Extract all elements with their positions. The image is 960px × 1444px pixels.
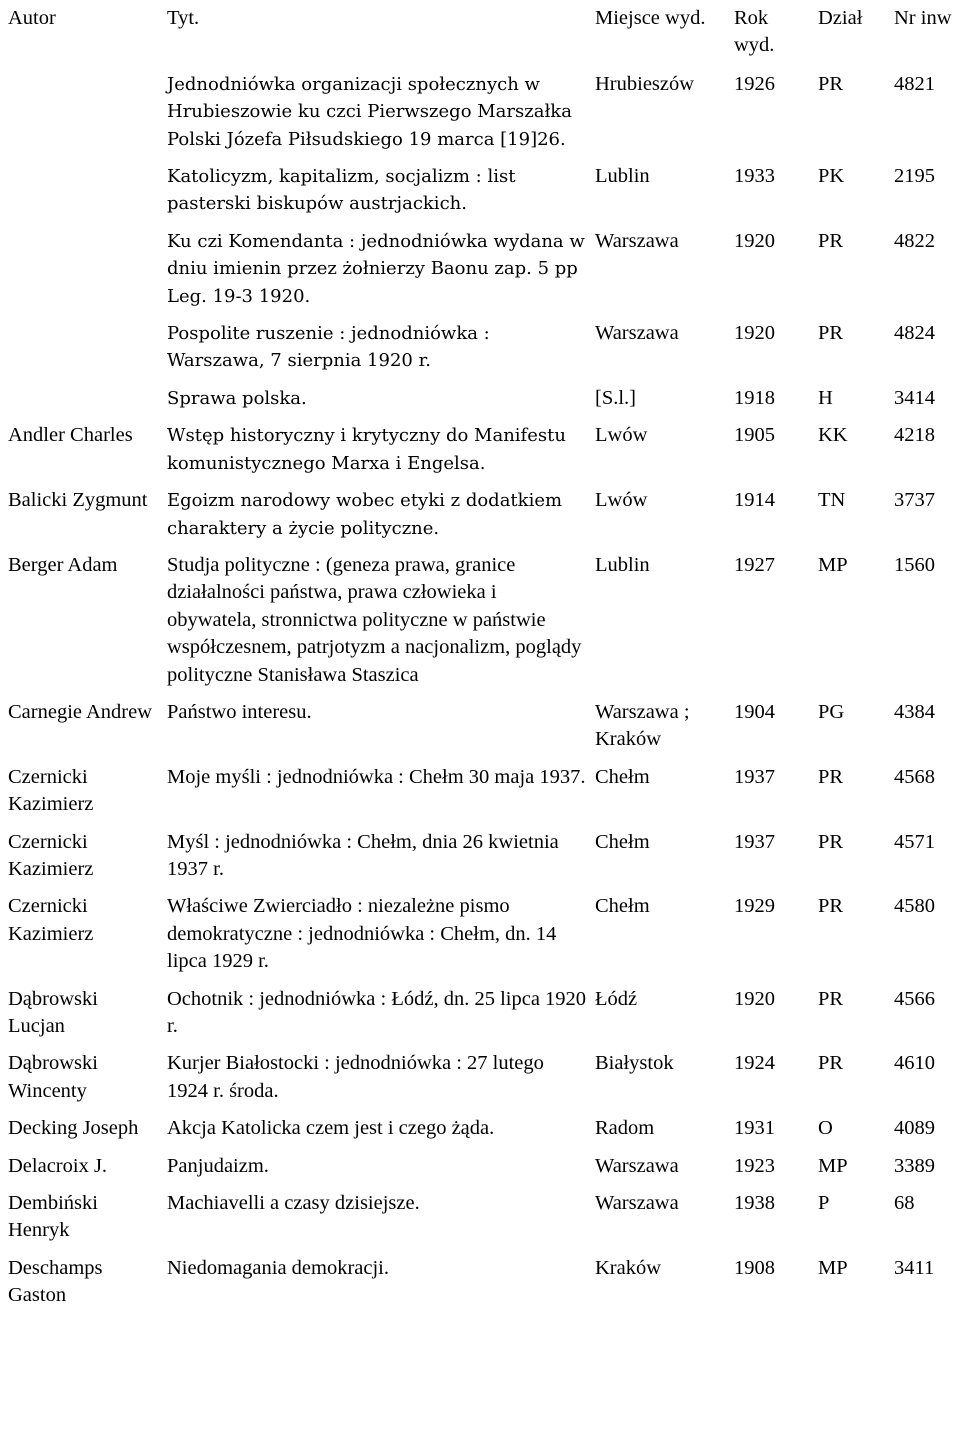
table-row	[0, 320, 960, 385]
inv-cell: 4566	[894, 987, 935, 1010]
table-row	[0, 1190, 960, 1255]
inv-cell: 4384	[894, 700, 935, 723]
year-cell: 1918	[734, 386, 775, 409]
place-cell: Chełm	[595, 895, 650, 918]
author-cell: Dąbrowski Wincenty	[8, 1052, 98, 1102]
author-cell: Czernicki Kazimierz	[8, 830, 94, 880]
title-cell: Myśl : jednodniówka : Chełm, dnia 26 kwietnia 1937 r.	[167, 830, 559, 880]
inv-cell: 3411	[894, 1256, 935, 1279]
year-cell: 1923	[734, 1154, 775, 1177]
title-cell: Niedomagania demokracji.	[167, 1256, 389, 1279]
table-row	[0, 552, 960, 699]
table-row	[0, 986, 960, 1051]
table-row	[0, 385, 960, 422]
author-cell	[0, 320, 159, 385]
author-cell: Carnegie Andrew	[8, 700, 153, 723]
year-cell: 1937	[734, 765, 775, 788]
table-row	[0, 1050, 960, 1115]
place-cell: Warszawa	[595, 229, 679, 252]
title-cell: Studja polityczne : (geneza prawa, granice działalności państwa, prawa człowieka i obywatela, stronnictwa polityczne w państwie współczesnem, patrjotyzm a nacjonalizm, poglądy polityczne Stanisława Staszica	[167, 553, 582, 686]
author-cell: Deschamps Gaston	[8, 1256, 103, 1307]
title-cell: Państwo interesu.	[167, 700, 312, 723]
header-year: Rok wyd.	[734, 7, 775, 57]
place-cell: Chełm	[595, 765, 650, 788]
title-cell: Akcja Katolicka czem jest i czego żąda.	[167, 1117, 495, 1140]
header-dept: Dział	[818, 7, 863, 29]
title-cell: Sprawa polska.	[167, 387, 307, 409]
title-cell: Ku czi Komendanta : jednodniówka wydana w dniu imienin przez żołnierzy Baonu zap. 5 pp Leg. 19-3 1920.	[167, 230, 585, 307]
title-cell: Egoizm narodowy wobec etyki z dodatkiem charaktery a życie polityczne.	[167, 490, 563, 539]
title-cell: Właściwe Zwierciadło : niezależne pismo demokratyczne : jednodniówka : Chełm, dn. 14 lipca 1929 r.	[167, 895, 557, 973]
dept-cell: PR	[818, 322, 844, 345]
title-cell: Katolicyzm, kapitalizm, socjalizm : list pasterski biskupów austrjackich.	[167, 166, 516, 215]
place-cell: Białystok	[595, 1052, 674, 1075]
dept-cell: H	[818, 386, 833, 409]
dept-cell: PR	[818, 895, 844, 918]
title-cell: Moje myśli : jednodniówka : Chełm 30 maja 1937.	[167, 765, 586, 788]
author-cell: Balicki Zygmunt	[8, 489, 148, 512]
dept-cell: PR	[818, 987, 844, 1010]
dept-cell: KK	[818, 424, 848, 447]
author-cell: Dąbrowski Lucjan	[8, 987, 98, 1037]
table-row	[0, 829, 960, 894]
dept-cell: O	[818, 1117, 833, 1140]
header-inv: Nr inw	[894, 7, 952, 29]
place-cell: Warszawa	[595, 322, 679, 345]
table-row	[0, 1255, 960, 1310]
author-cell	[0, 385, 159, 422]
place-cell: [S.l.]	[595, 386, 636, 409]
dept-cell: TN	[818, 489, 846, 512]
table-header-row	[0, 5, 960, 71]
place-cell: Warszawa	[595, 1154, 679, 1177]
year-cell: 1938	[734, 1192, 775, 1215]
dept-cell: P	[818, 1192, 830, 1215]
inv-cell: 4821	[894, 72, 935, 95]
place-cell: Hrubieszów	[595, 72, 695, 95]
inv-cell: 4568	[894, 765, 935, 788]
dept-cell: PR	[818, 1052, 844, 1075]
place-cell: Lwów	[595, 424, 648, 447]
place-cell: Radom	[595, 1117, 655, 1140]
table-row	[0, 487, 960, 552]
table-row	[0, 71, 960, 163]
header-author: Autor	[8, 7, 56, 29]
inv-cell: 4580	[894, 895, 935, 918]
table-row	[0, 163, 960, 228]
table-row	[0, 699, 960, 764]
table-row	[0, 1115, 960, 1152]
dept-cell: PR	[818, 765, 844, 788]
table-row	[0, 893, 960, 985]
author-cell	[0, 228, 159, 320]
year-cell: 1920	[734, 229, 775, 252]
table-row	[0, 422, 960, 487]
place-cell: Lwów	[595, 489, 648, 512]
dept-cell: PR	[818, 229, 844, 252]
inv-cell: 4089	[894, 1117, 935, 1140]
title-cell: Ochotnik : jednodniówka : Łódź, dn. 25 lipca 1920 r.	[167, 987, 587, 1037]
inv-cell: 3737	[894, 489, 935, 512]
author-cell	[0, 163, 159, 228]
place-cell: Warszawa ; Kraków	[595, 700, 690, 751]
place-cell: Lublin	[595, 165, 650, 188]
place-cell: Kraków	[595, 1256, 662, 1279]
dept-cell: MP	[818, 1154, 848, 1177]
inv-cell: 4824	[894, 322, 935, 345]
dept-cell: PK	[818, 165, 845, 188]
title-cell: Machiavelli a czasy dzisiejsze.	[167, 1192, 420, 1215]
title-cell: Jednodniówka organizacji społecznych w Hrubieszowie ku czci Pierwszego Marszałka Polski Józefa Piłsudskiego 19 marca [19]26.	[167, 73, 572, 150]
title-cell: Panjudaizm.	[167, 1154, 269, 1177]
dept-cell: MP	[818, 1256, 848, 1279]
dept-cell: PG	[818, 700, 845, 723]
author-cell: Decking Joseph	[8, 1117, 139, 1140]
year-cell: 1914	[734, 489, 775, 512]
title-cell: Pospolite ruszenie : jednodniówka : Warszawa, 7 sierpnia 1920 r.	[167, 323, 490, 372]
year-cell: 1933	[734, 165, 775, 188]
year-cell: 1920	[734, 987, 775, 1010]
header-title: Tyt.	[167, 7, 200, 29]
inv-cell: 2195	[894, 165, 935, 188]
title-cell: Wstęp historyczny i krytyczny do Manifestu komunistycznego Marxa i Engelsa.	[167, 425, 566, 474]
inv-cell: 4218	[894, 424, 935, 447]
dept-cell: PR	[818, 72, 844, 95]
title-cell: Kurjer Białostocki : jednodniówka : 27 lutego 1924 r. środa.	[167, 1052, 544, 1102]
year-cell: 1904	[734, 700, 775, 723]
year-cell: 1924	[734, 1052, 775, 1075]
year-cell: 1931	[734, 1117, 775, 1140]
inv-cell: 3414	[894, 386, 935, 409]
year-cell: 1929	[734, 895, 775, 918]
year-cell: 1905	[734, 424, 775, 447]
dept-cell: MP	[818, 553, 848, 576]
place-cell: Warszawa	[595, 1192, 679, 1215]
place-cell: Chełm	[595, 830, 650, 853]
inv-cell: 1560	[894, 553, 935, 576]
table-row	[0, 764, 960, 829]
author-cell: Czernicki Kazimierz	[8, 765, 94, 816]
inv-cell: 68	[894, 1192, 915, 1215]
author-cell: Dembiński Henryk	[8, 1192, 98, 1242]
author-cell: Andler Charles	[8, 424, 133, 447]
year-cell: 1926	[734, 72, 775, 95]
author-cell	[0, 71, 159, 163]
year-cell: 1908	[734, 1256, 775, 1279]
year-cell: 1937	[734, 830, 775, 853]
author-cell: Delacroix J.	[8, 1154, 108, 1177]
place-cell: Lublin	[595, 553, 650, 576]
dept-cell: PR	[818, 830, 844, 853]
catalog-table	[0, 5, 960, 1310]
author-cell: Czernicki Kazimierz	[8, 895, 94, 945]
year-cell: 1927	[734, 553, 775, 576]
inv-cell: 4822	[894, 229, 935, 252]
inv-cell: 3389	[894, 1154, 935, 1177]
place-cell: Łódź	[595, 987, 638, 1010]
table-row	[0, 1153, 960, 1190]
inv-cell: 4610	[894, 1052, 935, 1075]
author-cell: Berger Adam	[8, 553, 118, 576]
year-cell: 1920	[734, 322, 775, 345]
header-place: Miejsce wyd.	[595, 7, 706, 29]
inv-cell: 4571	[894, 830, 935, 853]
table-row	[0, 228, 960, 320]
